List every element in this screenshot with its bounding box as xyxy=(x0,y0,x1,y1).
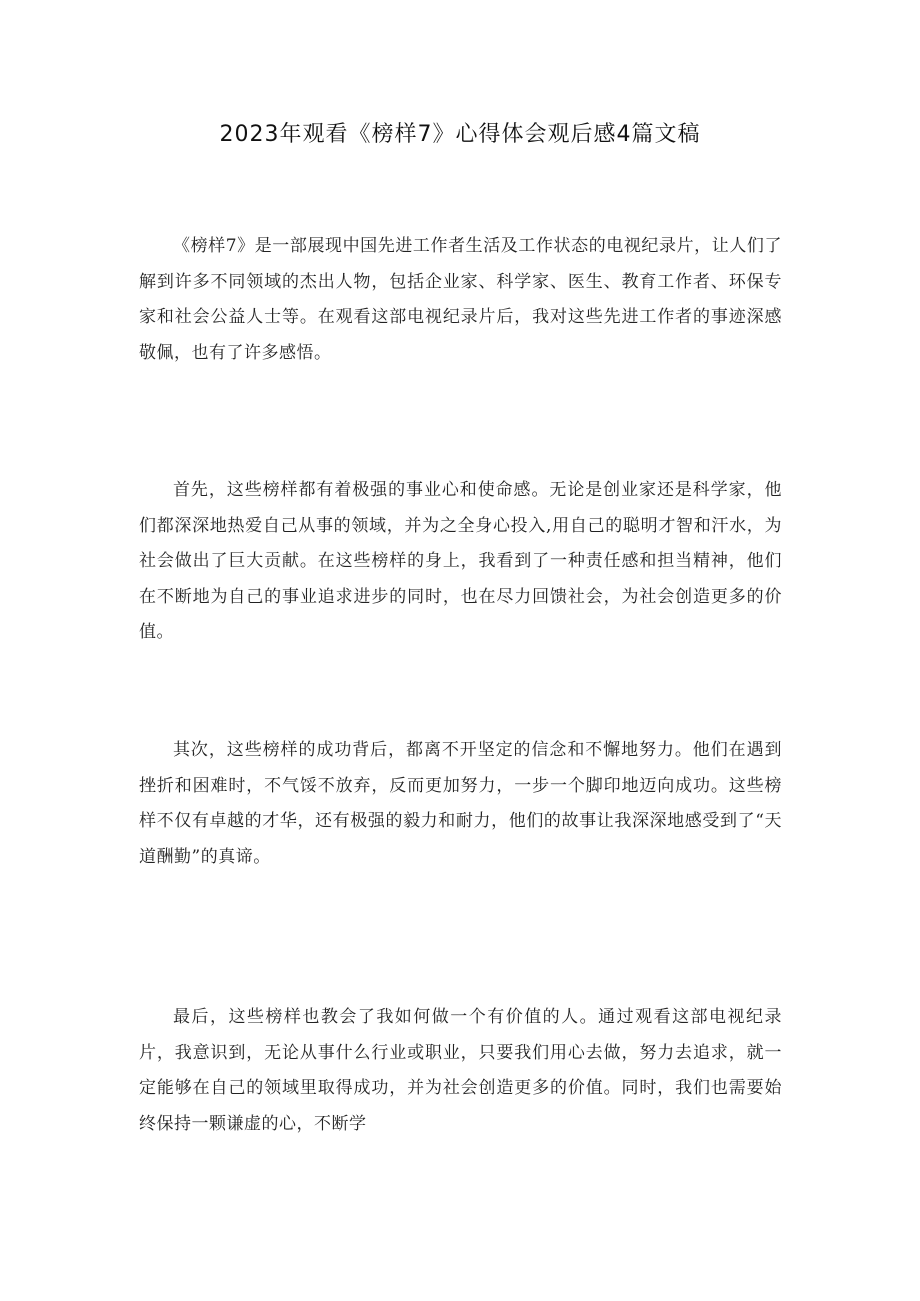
paragraph-first: 首先，这些榜样都有着极强的事业心和使命感。无论是创业家还是科学家，他们都深深地热爱自己从事的领域，并为之全身心投入,用自己的聪明才智和汗水，为社会做出了巨大贡献。在这些榜样的身上，我看到了一种责任感和担当精神，他们在不断地为自己的事业追求进步的同时，也在尽力回馈社会，为社会创造更多的价值。 xyxy=(139,480,782,642)
paragraph-last: 最后，这些榜样也教会了我如何做一个有价值的人。通过观看这部电视纪录片，我意识到，无论从事什么行业或职业，只要我们用心去做，努力去追求，就一定能够在自己的领域里取得成功，并为社会创造更多的价值。同时，我们也需要始终保持一颗谦虚的心，不断学 xyxy=(139,1007,782,1134)
document-title: 2023年观看《榜样7》心得体会观后感4篇文稿 xyxy=(219,122,701,147)
paragraph-second: 其次，这些榜样的成功背后，都离不开坚定的信念和不懈地努力。他们在遇到挫折和困难时，不气馁不放弃，反而更加努力，一步一个脚印地迈向成功。这些榜样不仅有卓越的才华，还有极强的毅力和耐力，他们的故事让我深深地感受到了“天道酬勤”的真谛。 xyxy=(139,740,782,867)
paragraph-intro: 《榜样7》是一部展现中国先进工作者生活及工作状态的电视纪录片，让人们了解到许多不同领域的杰出人物，包括企业家、科学家、医生、教育工作者、环保专家和社会公益人士等。在观看这部电视纪录片后，我对这些先进工作者的事迹深感敬佩，也有了许多感悟。 xyxy=(139,236,782,363)
